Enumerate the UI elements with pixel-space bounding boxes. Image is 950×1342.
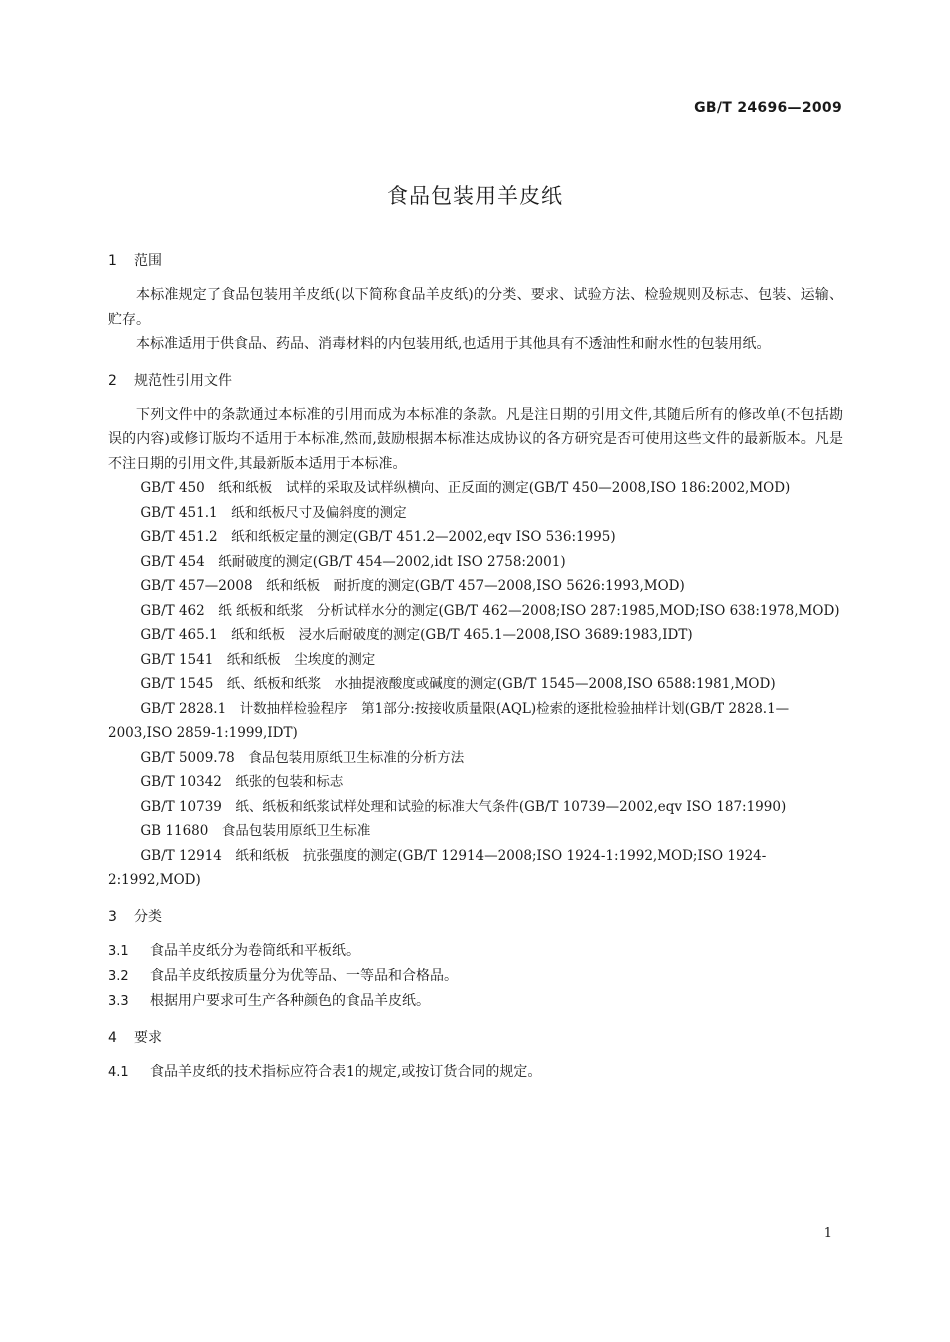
clause-number: 3.1 <box>108 943 129 959</box>
reference-item: GB 11680 食品包装用原纸卫生标准 <box>140 823 371 839</box>
reference-item: GB/T 462 纸 纸板和纸浆 分析试样水分的测定(GB/T 462—2008;ISO 287:1985,MOD;ISO 638:1978,MOD) <box>140 602 840 619</box>
clause-number: 3.2 <box>108 968 129 984</box>
reference-item: GB/T 457—2008 纸和纸板 耐折度的测定(GB/T 457—2008,ISO 5626:1993,MOD) <box>140 578 685 594</box>
document-title: 食品包装用羊皮纸 <box>387 184 563 208</box>
reference-item: GB/T 10342 纸张的包装和标志 <box>140 774 344 790</box>
paragraph: 下列文件中的条款通过本标准的引用而成为本标准的条款。凡是注日期的引用文件,其随后所有的修改单(不包括勘误的内容)或修订版均不适用于本标准,然而,鼓励根据本标准达成协议的各方研究是否可使用这些文件的最新版本。凡是不注日期的引用文件,其最新版本适用于本标准。 <box>108 406 843 472</box>
section-heading-scope <box>108 249 843 273</box>
clause-text: 食品羊皮纸按质量分为优等品、一等品和合格品。 <box>150 967 458 984</box>
section-heading-normative-references <box>108 369 843 393</box>
reference-item: GB/T 454 纸耐破度的测定(GB/T 454—2002,idt ISO 2758:2001) <box>140 553 566 570</box>
clause-item <box>108 989 843 1014</box>
reference-item: GB/T 451.2 纸和纸板定量的测定(GB/T 451.2—2002,eqv ISO 536:1995) <box>140 529 616 545</box>
paragraph: 本标准适用于供食品、药品、消毒材料的内包装用纸,也适用于其他具有不透油性和耐水性的包装用纸。 <box>136 336 771 352</box>
section-number: 3 <box>108 908 117 925</box>
section-heading-requirements <box>108 1026 843 1050</box>
section-title: 范围 <box>134 253 162 269</box>
reference-item: GB/T 12914 纸和纸板 抗张强度的测定(GB/T 12914—2008;ISO 1924-1:1992,MOD;ISO 1924-2:1992,MOD) <box>108 847 767 888</box>
reference-item: GB/T 465.1 纸和纸板 浸水后耐破度的测定(GB/T 465.1—2008,ISO 3689:1983,IDT) <box>140 627 693 643</box>
reference-item: GB/T 451.1 纸和纸板尺寸及偏斜度的测定 <box>140 504 407 521</box>
clause-item <box>108 1060 843 1085</box>
section-heading-classification <box>108 905 843 929</box>
standard-code: GB/T 24696—2009 <box>694 100 842 116</box>
clause-text: 食品羊皮纸分为卷筒纸和平板纸。 <box>150 942 360 959</box>
clause-number: 3.3 <box>108 993 129 1009</box>
section-title: 要求 <box>134 1029 162 1046</box>
section-number: 2 <box>108 372 117 389</box>
clause-item <box>108 964 843 989</box>
clause-text: 根据用户要求可生产各种颜色的食品羊皮纸。 <box>150 992 430 1009</box>
section-number: 1 <box>108 253 117 269</box>
reference-item: GB/T 1541 纸和纸板 尘埃度的测定 <box>140 651 376 668</box>
clause-text: 食品羊皮纸的技术指标应符合表1的规定,或按订货合同的规定。 <box>150 1063 542 1080</box>
reference-item: GB/T 10739 纸、纸板和纸浆试样处理和试验的标准大气条件(GB/T 10739—2002,eqv ISO 187:1990) <box>140 798 787 815</box>
section-title: 分类 <box>134 908 162 925</box>
reference-item: GB/T 1545 纸、纸板和纸浆 水抽提液酸度或碱度的测定(GB/T 1545—2008,ISO 6588:1981,MOD) <box>140 676 776 692</box>
paragraph: 本标准规定了食品包装用羊皮纸(以下简称食品羊皮纸)的分类、要求、试验方法、检验规则及标志、包装、运输、贮存。 <box>108 287 843 328</box>
page-number: 1 <box>823 1226 832 1241</box>
clause-item <box>108 939 843 964</box>
section-title: 规范性引用文件 <box>134 372 232 389</box>
reference-item: GB/T 450 纸和纸板 试样的采取及试样纵横向、正反面的测定(GB/T 450—2008,ISO 186:2002,MOD) <box>140 480 791 496</box>
reference-item: GB/T 2828.1 计数抽样检验程序 第1部分:按接收质量限(AQL)检索的逐批检验抽样计划(GB/T 2828.1—2003,ISO 2859-1:1999,IDT) <box>108 700 790 741</box>
clause-number: 4.1 <box>108 1064 129 1080</box>
section-number: 4 <box>108 1029 117 1046</box>
document-body <box>108 249 843 1085</box>
reference-item: GB/T 5009.78 食品包装用原纸卫生标准的分析方法 <box>140 749 465 766</box>
